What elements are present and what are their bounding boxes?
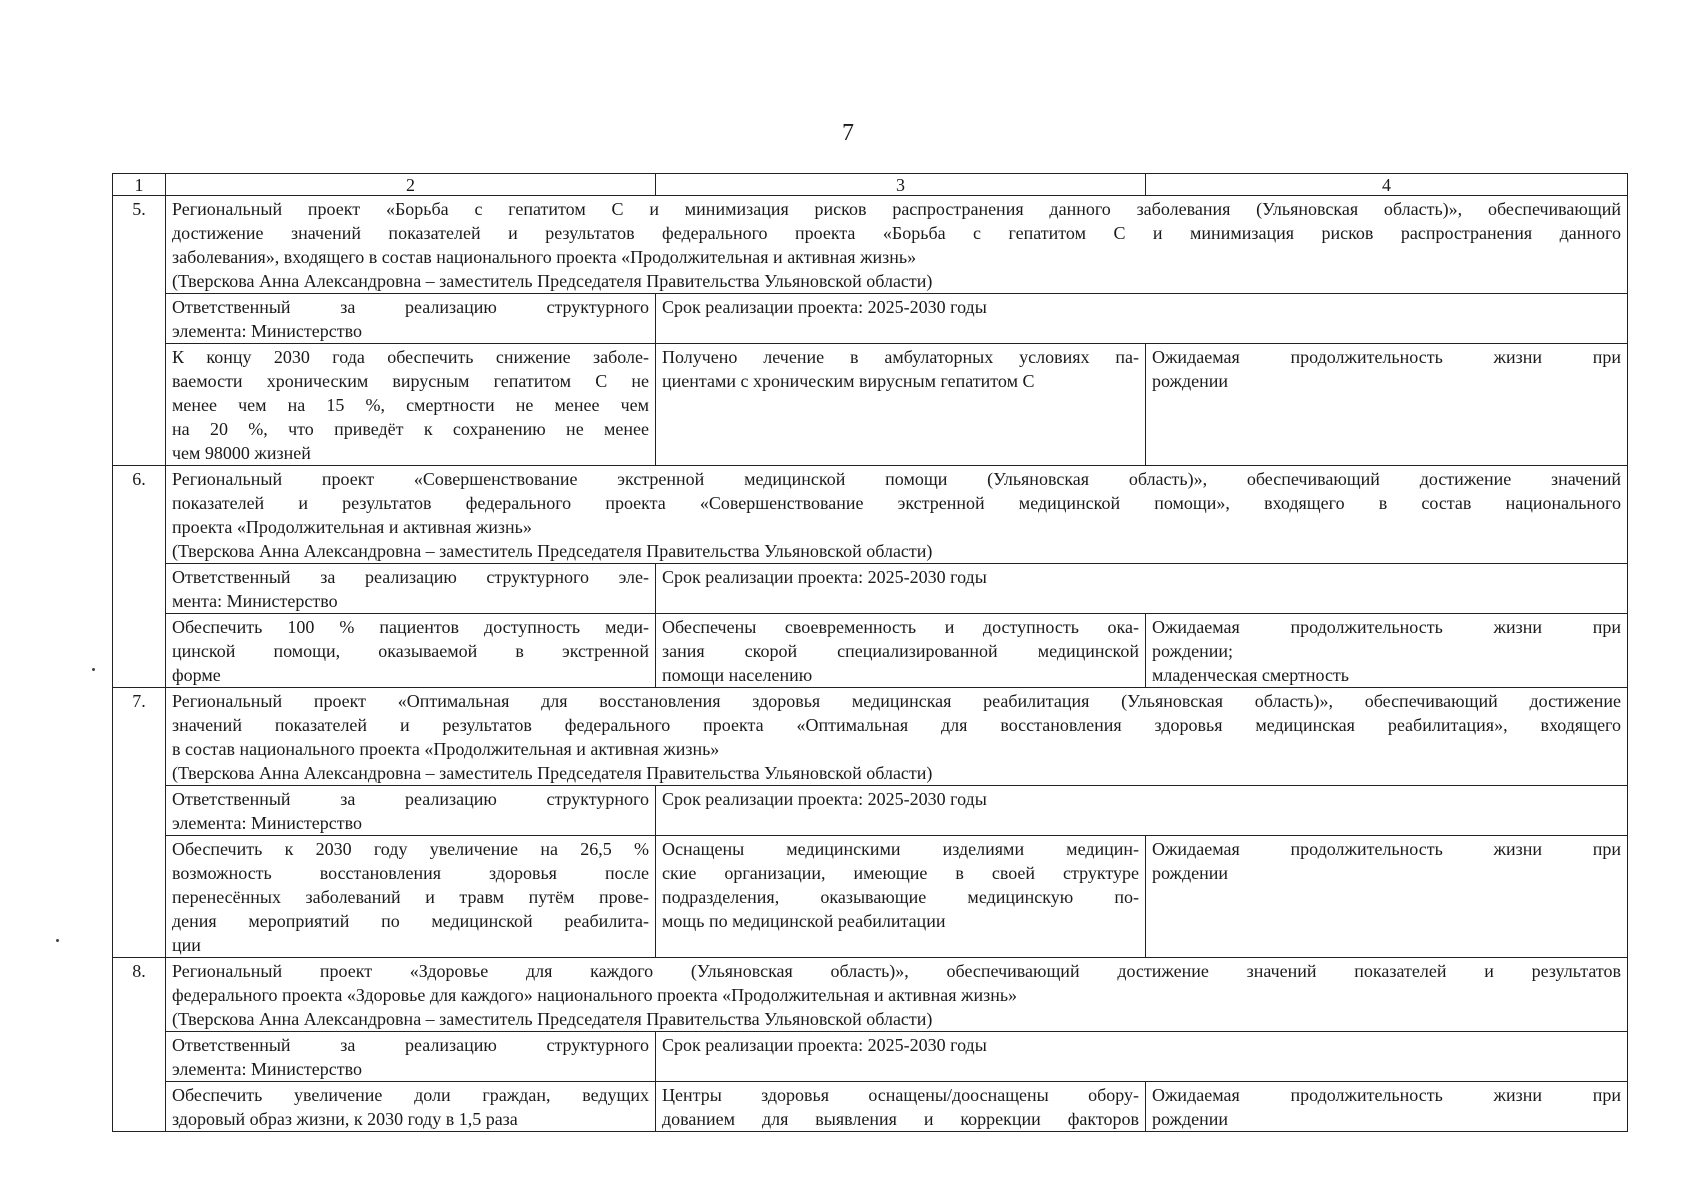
responsible-row <box>113 564 1628 614</box>
header-cell: 3 <box>656 174 1146 196</box>
scan-speck <box>92 668 95 671</box>
result-cell <box>656 836 1146 958</box>
text-line: перенесённых заболеваний и травм путём прове- <box>172 887 649 907</box>
text-line: Оснащены медицинскими изделиями медицин- <box>662 839 1139 859</box>
responsible-cell <box>166 1032 656 1082</box>
text-line: Ответственный за реализацию структурного <box>172 789 649 809</box>
text-line: Региональный проект «Здоровье для каждого (Ульяновская область)», обеспечивающий достижение значений показателей и результатов <box>172 961 1621 981</box>
row-number: 6. <box>113 466 166 688</box>
text-line: Региональный проект «Оптимальная для восстановления здоровья медицинская реабилитация (Ульяновская область)», обеспечивающий достижение <box>172 691 1621 711</box>
text-line: циентами с хроническим вирусным гепатитом С <box>662 371 1035 391</box>
text-line: здоровый образ жизни, к 2030 году в 1,5 раза <box>172 1109 518 1129</box>
text-line: достижение значений показателей и результатов федерального проекта «Борьба с гепатитом С и минимизация рисков распространения данного <box>172 223 1621 243</box>
project-row <box>113 466 1628 564</box>
goal-row <box>113 836 1628 958</box>
text-line: рождении <box>1152 371 1229 391</box>
goal-cell <box>166 614 656 688</box>
indicator-cell <box>1146 344 1628 466</box>
text-line: менее чем на 15 %, смертности не менее чем <box>172 395 649 415</box>
text-line: Ответственный за реализацию структурного эле- <box>172 567 649 587</box>
row-number: 5. <box>113 196 166 466</box>
page-number: 7 <box>842 120 854 146</box>
header-cell: 4 <box>1146 174 1628 196</box>
text-line: помощи населению <box>662 665 813 685</box>
indicator-cell <box>1146 614 1628 688</box>
text-line: показателей и результатов федерального проекта «Совершенствование экстренной медицинской помощи», входящего в состав национального <box>172 493 1621 513</box>
text-line: (Тверскова Анна Александровна – заместитель Председателя Правительства Ульяновской области) <box>172 763 933 783</box>
indicator-cell <box>1146 1082 1628 1132</box>
projects-table <box>112 173 1628 1132</box>
scan-speck <box>56 939 59 942</box>
text-line: (Тверскова Анна Александровна – заместитель Председателя Правительства Ульяновской области) <box>172 1009 933 1029</box>
text-line: зания скорой специализированной медицинской <box>662 641 1139 661</box>
goal-row <box>113 1082 1628 1132</box>
text-line: подразделения, оказывающие медицинскую по- <box>662 887 1139 907</box>
text-line: Обеспечить к 2030 году увеличение на 26,5 % <box>172 839 649 859</box>
text-line: цинской помощи, оказываемой в экстренной <box>172 641 649 661</box>
row-number: 7. <box>113 688 166 958</box>
text-line: Ожидаемая продолжительность жизни при <box>1152 1085 1621 1105</box>
text-line: Ожидаемая продолжительность жизни при <box>1152 839 1621 859</box>
text-line: рождении <box>1152 1109 1229 1129</box>
responsible-cell <box>166 786 656 836</box>
text-line: Обеспечить увеличение доли граждан, ведущих <box>172 1085 649 1105</box>
text-line: элемента: Министерство <box>172 813 362 833</box>
result-cell <box>656 1082 1146 1132</box>
text-line: элемента: Министерство <box>172 1059 362 1079</box>
indicator-cell <box>1146 836 1628 958</box>
header-cell: 2 <box>166 174 656 196</box>
text-line: Ответственный за реализацию структурного <box>172 297 649 317</box>
project-row <box>113 196 1628 294</box>
text-line: дованием для выявления и коррекции факторов <box>662 1109 1139 1129</box>
text-line: Ожидаемая продолжительность жизни при <box>1152 617 1621 637</box>
term-cell: Срок реализации проекта: 2025-2030 годы <box>656 1032 1628 1082</box>
text-line: заболевания», входящего в состав национального проекта «Продолжительная и активная жизнь» <box>172 247 917 267</box>
responsible-cell <box>166 564 656 614</box>
term-cell: Срок реализации проекта: 2025-2030 годы <box>656 564 1628 614</box>
text-line: Региональный проект «Совершенствование экстренной медицинской помощи (Ульяновская область)», обеспечивающий достижение значений <box>172 469 1621 489</box>
text-line: Обеспечены своевременность и доступность ока- <box>662 617 1139 637</box>
text-line: чем 98000 жизней <box>172 443 311 463</box>
text-line: мента: Министерство <box>172 591 338 611</box>
text-line: форме <box>172 665 221 685</box>
text-line: Ответственный за реализацию структурного <box>172 1035 649 1055</box>
text-line: Центры здоровья оснащены/дооснащены обору- <box>662 1085 1139 1105</box>
goal-cell <box>166 836 656 958</box>
result-cell <box>656 344 1146 466</box>
result-cell <box>656 614 1146 688</box>
text-line: Ожидаемая продолжительность жизни при <box>1152 347 1621 367</box>
responsible-row <box>113 1032 1628 1082</box>
text-line: Региональный проект «Борьба с гепатитом С и минимизация рисков распространения данного заболевания (Ульяновская область)», обеспечивающий <box>172 199 1621 219</box>
text-line: федерального проекта «Здоровье для каждого» национального проекта «Продолжительная и активная жизнь» <box>172 985 1018 1005</box>
goal-row <box>113 344 1628 466</box>
project-row <box>113 958 1628 1032</box>
text-line: элемента: Министерство <box>172 321 362 341</box>
goal-cell <box>166 344 656 466</box>
text-line: рождении <box>1152 863 1229 883</box>
term-cell: Срок реализации проекта: 2025-2030 годы <box>656 294 1628 344</box>
text-line: К концу 2030 года обеспечить снижение заболе- <box>172 347 649 367</box>
text-line: возможность восстановления здоровья после <box>172 863 649 883</box>
responsible-row <box>113 294 1628 344</box>
project-title-cell <box>166 196 1628 294</box>
responsible-cell <box>166 294 656 344</box>
text-line: проекта «Продолжительная и активная жизнь» <box>172 517 532 537</box>
text-line: (Тверскова Анна Александровна – заместитель Председателя Правительства Ульяновской области) <box>172 271 933 291</box>
text-line: ции <box>172 935 201 955</box>
goal-row <box>113 614 1628 688</box>
text-line: (Тверскова Анна Александровна – заместитель Председателя Правительства Ульяновской области) <box>172 541 933 561</box>
goal-cell <box>166 1082 656 1132</box>
project-title-cell <box>166 958 1628 1032</box>
project-title-cell <box>166 466 1628 564</box>
project-row <box>113 688 1628 786</box>
term-cell: Срок реализации проекта: 2025-2030 годы <box>656 786 1628 836</box>
text-line: значений показателей и результатов федерального проекта «Оптимальная для восстановления здоровья медицинская реабилитация», входящего <box>172 715 1621 735</box>
text-line: ваемости хроническим вирусным гепатитом С не <box>172 371 649 391</box>
text-line: в состав национального проекта «Продолжительная и активная жизнь» <box>172 739 720 759</box>
text-line: дения мероприятий по медицинской реабилита- <box>172 911 649 931</box>
row-number: 8. <box>113 958 166 1132</box>
text-line: Получено лечение в амбулаторных условиях па- <box>662 347 1139 367</box>
text-line: ские организации, имеющие в своей структуре <box>662 863 1139 883</box>
text-line: мощь по медицинской реабилитации <box>662 911 946 931</box>
header-cell: 1 <box>113 174 166 196</box>
responsible-row <box>113 786 1628 836</box>
project-title-cell <box>166 688 1628 786</box>
text-line: рождении; <box>1152 641 1234 661</box>
header-row <box>113 174 1628 196</box>
text-line: младенческая смертность <box>1152 665 1350 685</box>
text-line: на 20 %, что приведёт к сохранению не менее <box>172 419 649 439</box>
text-line: Обеспечить 100 % пациентов доступность меди- <box>172 617 649 637</box>
